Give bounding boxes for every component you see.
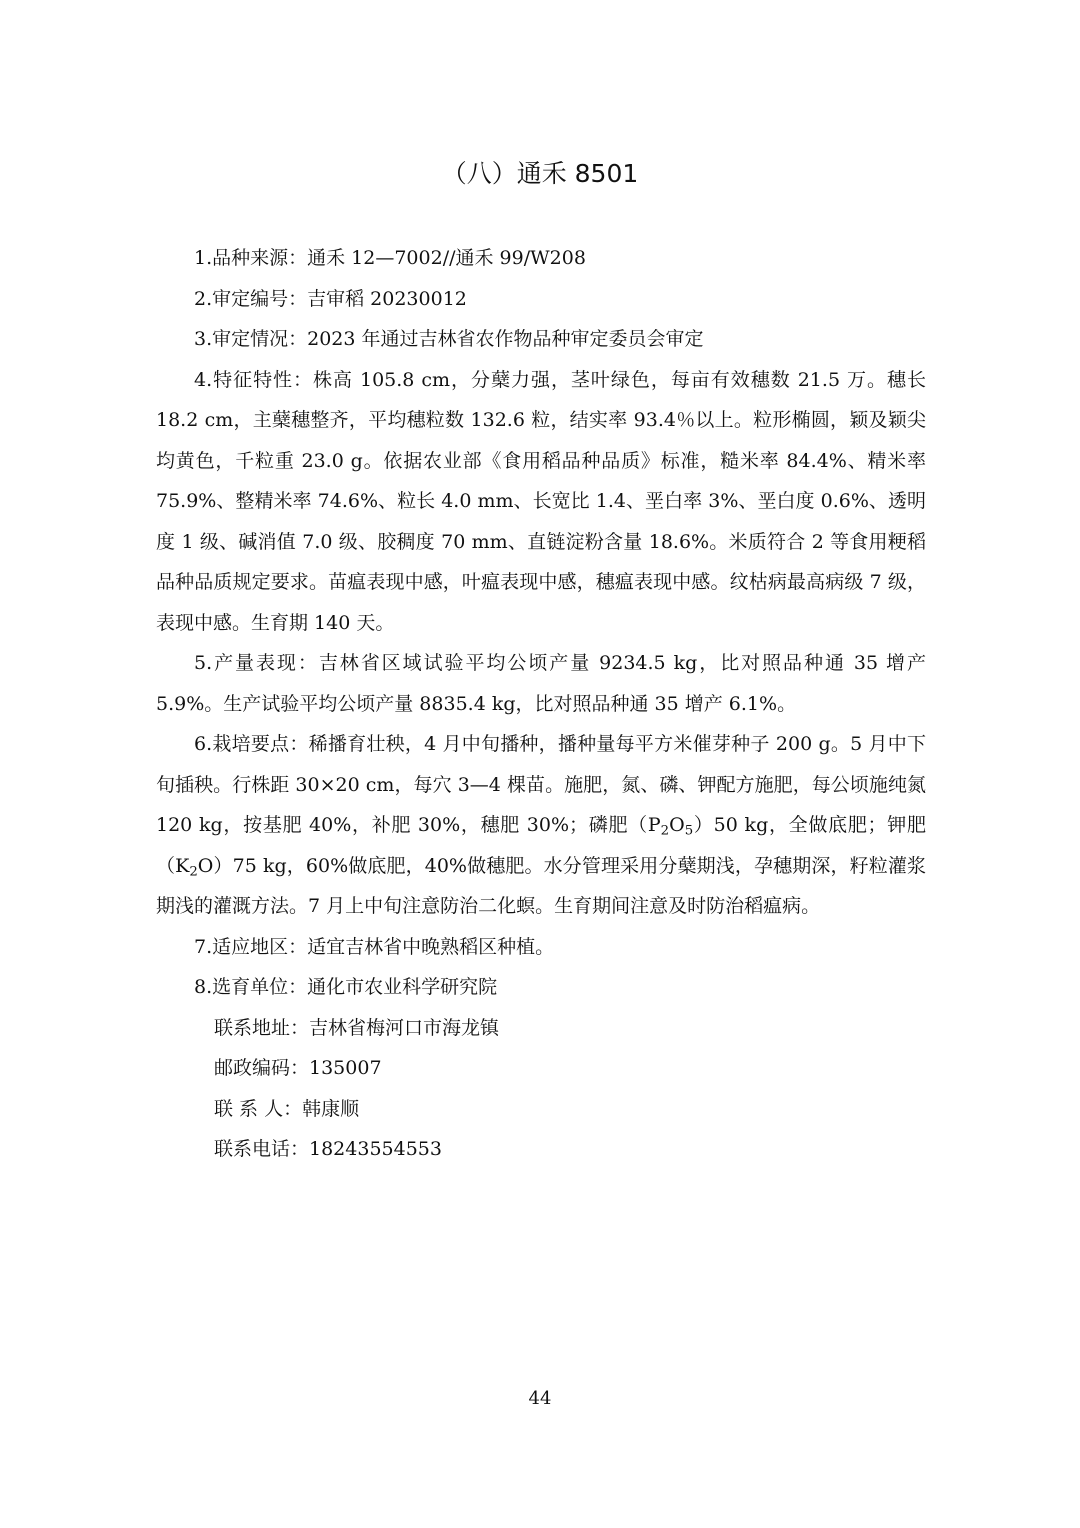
cultivation-text-a: 6.栽培要点：稀播育壮秧，4 月中旬播种，播种量每平方米催芽种子 200 g。5 月中下旬插秧。行株距 30×20 cm，每穴 3—4 棵苗。施肥，氮、磷、钾配方施肥，每公顷施纯氮 120 kg，按基肥 40%，补肥 30%，穗肥 30%；磷肥（P [156,733,926,836]
item-region: 7.适应地区：适宜吉林省中晚熟稻区种植。 [194,935,555,958]
contact-address: 联系地址：吉林省梅河口市海龙镇 [214,1016,500,1039]
cultivation-text-d: O）75 kg，60%做底肥，40%做穗肥。水分管理采用分蘖期浅，孕穗期深，籽粒灌浆期浅的灌溉方法。7 月上中旬注意防治二化螟。生育期间注意及时防治稻瘟病。 [156,854,926,917]
item-source: 1.品种来源：通禾 12—7002//通禾 99/W208 [194,247,586,269]
contact-person: 联 系 人：韩康顺 [214,1097,360,1120]
cultivation-text-c: ）50 kg，全做底肥；钾肥（K [156,814,926,877]
page-title: （八）通禾 8501 [441,159,639,188]
cultivation-sub-3: 2 [189,863,198,879]
item-breeder: 8.选育单位：通化市农业科学研究院 [194,976,498,998]
cultivation-text-b: O [669,814,685,836]
item-cultivation [156,724,926,927]
item-characteristics: 4.特征特性：株高 105.8 cm，分蘖力强，茎叶绿色，每亩有效穗数 21.5 万。穗长 18.2 cm，主蘖穗整齐，平均穗粒数 132.6 粒，结实率 93.4％以上。粒形椭圆，颖及颖尖均黄色，千粒重 23.0 g。依据农业部《食用稻品种品质》标准，糙米率 84.4%、精米率 75.9%、整精米率 74.6%、粒长 4.0 mm、长宽比 1.4、垩白率 3%、垩白度 0.6%、透明度 1 级、碱消值 7.0 级、胶稠度 70 mm、直链淀粉含量 18.6%。米质符合 2 等食用粳稻品种品质规定要求。苗瘟表现中感，叶瘟表现中感，穗瘟表现中感。纹枯病最高病级 7 级，表现中感。生育期 140 天。 [156,368,926,634]
contact-phone: 联系电话：18243554553 [214,1138,442,1160]
contact-postcode: 邮政编码：135007 [214,1057,382,1079]
cultivation-sub-2: 5 [684,823,694,839]
cultivation-sub-1: 2 [660,823,670,839]
page-number: 44 [528,1388,552,1409]
item-yield: 5.产量表现：吉林省区域试验平均公顷产量 9234.5 kg，比对照品种通 35 增产 5.9%。生产试验平均公顷产量 8835.4 kg，比对照品种通 35 增产 6.1%。 [156,652,926,715]
item-approval-status: 3.审定情况：2023 年通过吉林省农作物品种审定委员会审定 [194,328,704,350]
document-body [156,238,926,1170]
item-approval-number: 2.审定编号：吉审稻 20230012 [194,287,467,310]
